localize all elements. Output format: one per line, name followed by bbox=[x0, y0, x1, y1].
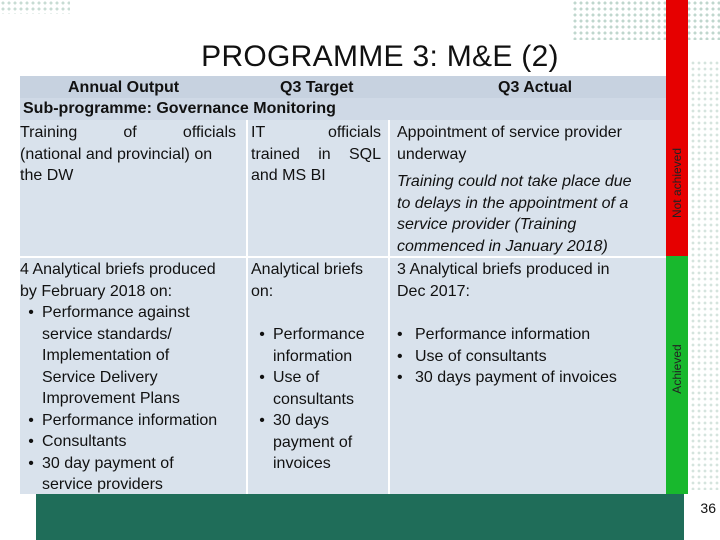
header-q3-actual: Q3 Actual bbox=[498, 79, 573, 96]
row2-output-intro: 4 Analytical briefs produced bbox=[20, 261, 216, 278]
status-achieved-label: Achieved bbox=[670, 344, 684, 394]
bullet-item bbox=[397, 346, 661, 368]
page-number: 36 bbox=[700, 500, 716, 516]
row1-q3-target bbox=[251, 122, 381, 187]
bullet-line: Use of bbox=[273, 369, 320, 386]
spacer bbox=[397, 302, 661, 324]
bullet-text bbox=[273, 367, 354, 410]
bullet-text bbox=[42, 302, 190, 410]
bullet-item bbox=[20, 453, 244, 496]
bullet-text: Use of consultants bbox=[415, 347, 547, 365]
row2-actual-intro: 3 Analytical briefs produced in bbox=[397, 261, 610, 278]
bullet-line: Improvement Plans bbox=[42, 390, 180, 407]
spacer bbox=[251, 302, 385, 324]
row1-target-line: and MS BI bbox=[251, 167, 326, 184]
bullet-dot: • bbox=[28, 433, 34, 450]
row1-target-line: trained in SQL bbox=[251, 145, 381, 163]
row2-actual-intro: Dec 2017: bbox=[397, 282, 470, 300]
bullet-dot: • bbox=[28, 411, 34, 429]
note-line: Training could not take place due bbox=[397, 173, 632, 190]
decorative-dots-top-right bbox=[572, 0, 720, 40]
column-divider bbox=[246, 120, 248, 494]
bullet-text: 30 days payment of invoices bbox=[415, 369, 617, 386]
header-q3-target: Q3 Target bbox=[280, 79, 354, 96]
note-line: to delays in the appointment of a bbox=[397, 194, 629, 212]
bullet-dot: • bbox=[259, 326, 265, 343]
bullet-line: information bbox=[273, 347, 353, 365]
bullet-line: 30 day payment of bbox=[42, 454, 174, 472]
bullet-dot: • bbox=[28, 454, 34, 472]
bullet-line: service standards/ bbox=[42, 325, 172, 343]
bullet-text: Performance information bbox=[42, 411, 218, 429]
status-not-achieved-label: Not achieved bbox=[670, 147, 684, 219]
bullet-item bbox=[251, 367, 385, 410]
bullet-text: Consultants bbox=[42, 433, 127, 450]
row2-annual-output bbox=[20, 259, 244, 496]
bullet-dot: • bbox=[259, 412, 265, 429]
bullet-item bbox=[20, 410, 244, 432]
bullet-line: 30 days bbox=[273, 412, 330, 429]
bullet-line: Performance bbox=[273, 326, 365, 343]
bullet-dot: • bbox=[397, 369, 403, 386]
bullet-item bbox=[20, 302, 244, 410]
bullet-dot: • bbox=[28, 304, 34, 321]
bullet-text bbox=[42, 453, 174, 496]
row2-output-intro: by February 2018 on: bbox=[20, 282, 173, 300]
bullet-text bbox=[273, 410, 352, 475]
row2-q3-actual bbox=[397, 259, 661, 389]
bullet-text bbox=[273, 324, 365, 367]
note-line: commenced in January 2018) bbox=[397, 237, 608, 255]
bullet-line: Performance against bbox=[42, 304, 190, 321]
bullet-line: Implementation of bbox=[42, 347, 170, 364]
note-line: service provider (Training bbox=[397, 216, 577, 233]
bullet-item bbox=[251, 410, 385, 475]
slide-title: PROGRAMME 3: M&E (2) bbox=[201, 40, 559, 73]
bullet-dot: • bbox=[259, 369, 265, 386]
row1-output-line: (national and provincial) on bbox=[20, 145, 213, 163]
decorative-dots-top-left bbox=[0, 0, 70, 14]
row1-output-line: the DW bbox=[20, 167, 74, 184]
row1-q3-actual bbox=[397, 122, 661, 257]
bullet-line: payment of bbox=[273, 433, 353, 451]
bullet-item bbox=[20, 431, 244, 453]
bullet-text: Performance information bbox=[415, 326, 591, 343]
bullet-item bbox=[251, 324, 385, 367]
column-divider bbox=[388, 120, 390, 494]
bullet-item bbox=[397, 324, 661, 346]
bullet-dot: • bbox=[397, 347, 403, 365]
row1-actual-line: underway bbox=[397, 145, 467, 163]
bullet-dot: • bbox=[397, 326, 403, 343]
row2-target-intro: on: bbox=[251, 282, 274, 300]
bullet-item bbox=[397, 367, 661, 389]
bullet-line: Service Delivery bbox=[42, 368, 158, 386]
bullet-line: consultants bbox=[273, 390, 354, 408]
row1-target-line: IT officials bbox=[251, 124, 381, 141]
row1-actual-line: Appointment of service provider bbox=[397, 124, 622, 141]
decorative-dots-right bbox=[690, 60, 720, 490]
bullet-line: service providers bbox=[42, 476, 163, 493]
row1-actual-note bbox=[397, 171, 661, 257]
footer-bar bbox=[36, 494, 684, 540]
bullet-line: invoices bbox=[273, 455, 331, 472]
subprogramme-heading: Sub-programme: Governance Monitoring bbox=[23, 100, 336, 117]
row1-annual-output bbox=[20, 122, 236, 187]
row1-output-line: Training of officials bbox=[20, 124, 236, 141]
header-annual-output: Annual Output bbox=[68, 79, 180, 96]
row2-q3-target bbox=[251, 259, 385, 475]
row2-target-intro: Analytical briefs bbox=[251, 261, 364, 278]
